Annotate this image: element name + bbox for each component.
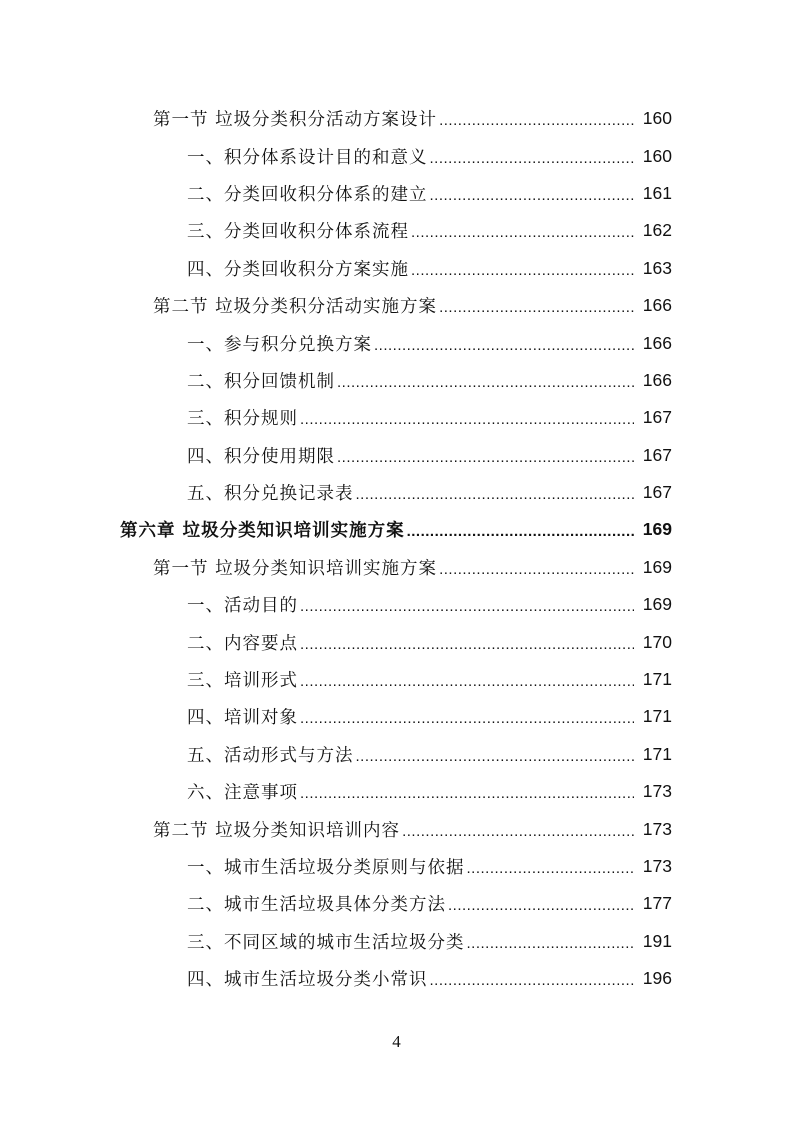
- toc-entry-page: 173: [642, 818, 672, 839]
- toc-subsection-entry[interactable]: [0, 923, 793, 960]
- toc-entry-title: 四、分类回收积分方案实施: [187, 259, 409, 280]
- toc-entry-title: 一、活动目的: [187, 596, 298, 617]
- toc-entry-page: 161: [642, 182, 672, 203]
- toc-entry-title: 一、城市生活垃圾分类原则与依据: [187, 858, 465, 878]
- toc-entry-page: 177: [642, 893, 672, 914]
- toc-subsection-entry[interactable]: [0, 698, 793, 735]
- toc-entry-title: 一、参与积分兑换方案: [187, 334, 372, 355]
- page-number: 4: [392, 1032, 401, 1051]
- dot-leader: [300, 632, 634, 653]
- toc-subsection-entry[interactable]: [0, 586, 793, 623]
- toc-subsection-entry[interactable]: [0, 399, 793, 436]
- toc-entry-title: 第二节 垃圾分类知识培训内容: [153, 820, 401, 841]
- toc-entry-title: 三、积分规则: [187, 409, 298, 430]
- dot-leader: [430, 146, 635, 167]
- dot-leader: [430, 183, 635, 204]
- toc-entry-page: 166: [642, 369, 672, 390]
- toc-entry-title: 六、注意事项: [187, 783, 298, 804]
- toc-entry-title: 第一节 垃圾分类积分活动方案设计: [153, 110, 438, 131]
- toc-entry-title: 二、城市生活垃圾具体分类方法: [187, 895, 446, 916]
- toc-entry-page: 160: [642, 108, 672, 129]
- toc-section-entry[interactable]: [0, 100, 793, 137]
- toc-entry-title: 三、培训形式: [187, 671, 298, 692]
- toc-entry-page: 162: [642, 220, 672, 241]
- toc-entry-page: 167: [642, 482, 672, 503]
- toc-entry-page: 169: [642, 519, 672, 540]
- dot-leader: [300, 706, 634, 727]
- dot-leader: [300, 669, 634, 690]
- toc-entry-page: 171: [642, 669, 672, 690]
- toc-subsection-entry[interactable]: [0, 474, 793, 511]
- toc-entry-page: 169: [642, 556, 672, 577]
- toc-subsection-entry[interactable]: [0, 848, 793, 885]
- dot-leader: [467, 856, 635, 877]
- toc-subsection-entry[interactable]: [0, 885, 793, 922]
- dot-leader: [337, 370, 634, 391]
- toc-subsection-entry[interactable]: [0, 437, 793, 474]
- toc-section-entry[interactable]: [0, 287, 793, 324]
- dot-leader: [411, 258, 634, 279]
- dot-leader: [439, 295, 634, 316]
- toc-entry-page: 196: [642, 968, 672, 989]
- toc-subsection-entry[interactable]: [0, 324, 793, 361]
- toc-entry-page: 163: [642, 257, 672, 278]
- toc-entry-title: 第六章 垃圾分类知识培训实施方案: [120, 521, 405, 542]
- toc-entry-title: 二、分类回收积分体系的建立: [187, 184, 428, 205]
- toc-subsection-entry[interactable]: [0, 623, 793, 660]
- dot-leader: [402, 819, 634, 840]
- toc-entry-page: 166: [642, 332, 672, 353]
- dot-leader: [300, 407, 634, 428]
- toc-entry-page: 166: [642, 295, 672, 316]
- toc-subsection-entry[interactable]: [0, 773, 793, 810]
- toc-subsection-entry[interactable]: [0, 212, 793, 249]
- toc-subsection-entry[interactable]: [0, 175, 793, 212]
- toc-entry-title: 第二节 垃圾分类积分活动实施方案: [153, 297, 438, 318]
- toc-entry-page: 160: [642, 145, 672, 166]
- toc-subsection-entry[interactable]: [0, 736, 793, 773]
- toc-chapter-entry[interactable]: [0, 511, 793, 548]
- toc-subsection-entry[interactable]: [0, 137, 793, 174]
- toc-subsection-entry[interactable]: [0, 362, 793, 399]
- toc-entry-page: 173: [642, 781, 672, 802]
- dot-leader: [448, 893, 634, 914]
- toc-entry-title: 四、城市生活垃圾分类小常识: [187, 970, 428, 991]
- dot-leader: [300, 781, 634, 802]
- dot-leader: [356, 744, 635, 765]
- toc-entry-page: 173: [642, 856, 672, 876]
- toc-subsection-entry[interactable]: [0, 661, 793, 698]
- dot-leader: [337, 445, 634, 466]
- toc-entry-title: 第一节 垃圾分类知识培训实施方案: [153, 558, 438, 579]
- toc-entry-title: 五、积分兑换记录表: [187, 484, 354, 505]
- dot-leader: [411, 220, 634, 241]
- toc-entry-title: 二、内容要点: [187, 633, 298, 654]
- toc-entry-page: 171: [642, 743, 672, 764]
- toc-entry-title: 二、积分回馈机制: [187, 371, 335, 392]
- toc-subsection-entry[interactable]: [0, 960, 793, 997]
- toc-section-entry[interactable]: [0, 549, 793, 586]
- toc-entry-title: 一、积分体系设计目的和意义: [187, 147, 428, 168]
- dot-leader: [467, 931, 635, 952]
- dot-leader: [300, 594, 634, 615]
- toc-entry-page: 171: [642, 706, 672, 727]
- dot-leader: [356, 482, 635, 503]
- toc-section-entry[interactable]: [0, 810, 793, 847]
- toc-entry-page: 169: [642, 594, 672, 615]
- toc-entry-page: 191: [642, 930, 672, 951]
- toc-entry-title: 三、不同区域的城市生活垃圾分类: [187, 932, 465, 953]
- toc-entry-title: 四、积分使用期限: [187, 446, 335, 467]
- dot-leader: [439, 108, 634, 129]
- dot-leader: [430, 968, 635, 989]
- toc-entry-page: 170: [642, 631, 672, 652]
- toc-entry-title: 三、分类回收积分体系流程: [187, 222, 409, 243]
- toc-entry-title: 四、培训对象: [187, 708, 298, 729]
- table-of-contents: [0, 100, 793, 997]
- toc-subsection-entry[interactable]: [0, 250, 793, 287]
- dot-leader: [439, 557, 634, 578]
- dot-leader: [374, 333, 634, 354]
- toc-entry-title: 五、活动形式与方法: [187, 745, 354, 766]
- toc-entry-page: 167: [642, 444, 672, 465]
- toc-entry-page: 167: [642, 407, 672, 428]
- dot-leader: [407, 519, 634, 540]
